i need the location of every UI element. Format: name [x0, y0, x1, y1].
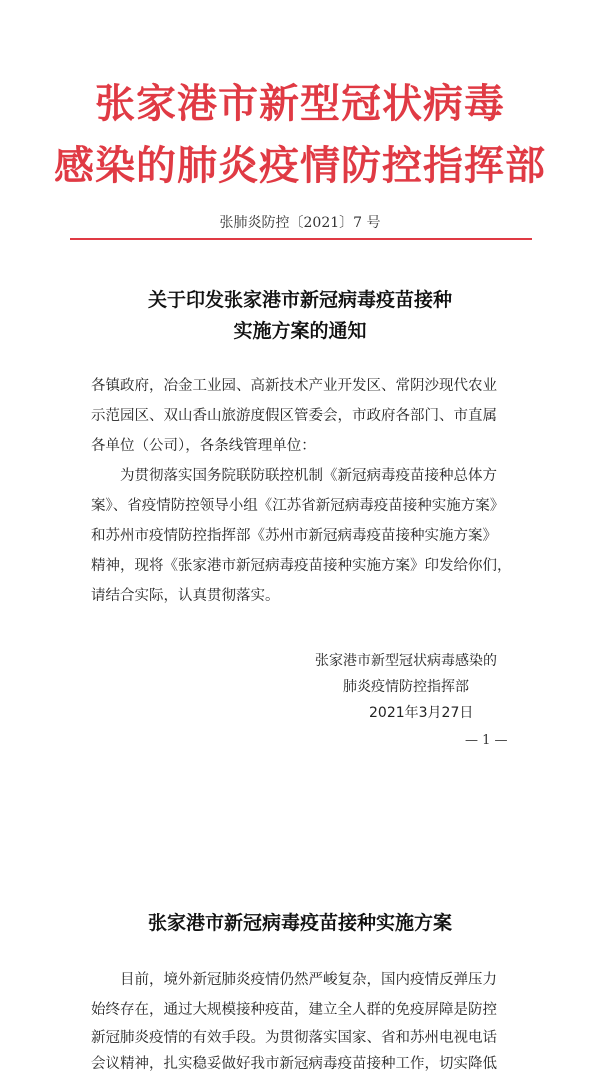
plan-title: 张家港市新冠病毒疫苗接种实施方案	[147, 912, 452, 934]
notice-title-line2: 实施方案的通知	[233, 320, 367, 342]
notice-body-line: 为贯彻落实国务院联防联控机制《新冠病毒疫苗接种总体方	[91, 468, 497, 484]
header-title-line2: 感染的肺炎疫情防控指挥部	[54, 142, 546, 189]
plan-body-line: 目前，境外新冠肺炎疫情仍然严峻复杂，国内疫情反弹压力	[91, 972, 497, 988]
page-number: — 1 —	[465, 733, 508, 748]
signature-org-line1: 张家港市新型冠状病毒感染的	[315, 653, 497, 669]
signature-org-line2: 肺炎疫情防控指挥部	[343, 679, 469, 695]
signature-date: 2021年3月27日	[369, 705, 474, 721]
notice-title-line1: 关于印发张家港市新冠病毒疫苗接种	[147, 289, 452, 311]
plan-body-line: 始终存在，通过大规模接种疫苗，建立全人群的免疫屏障是防控	[91, 1002, 497, 1018]
notice-body-line: 精神，现将《张家港市新冠病毒疫苗接种实施方案》印发给你们，	[91, 558, 512, 574]
plan-body-line: 会议精神，扎实稳妥做好我市新冠病毒疫苗接种工作，切实降低	[91, 1056, 497, 1072]
document-number: 张肺炎防控〔2021〕7 号	[219, 215, 381, 231]
plan-body-line: 新冠肺炎疫情的有效手段。为贯彻落实国家、省和苏州电视电话	[91, 1030, 497, 1046]
notice-body-line: 请结合实际，认真贯彻落实。	[91, 588, 280, 604]
notice-body-line: 示范园区、双山香山旅游度假区管委会，市政府各部门、市直属	[91, 408, 497, 424]
notice-body-line: 案》、省疫情防控领导小组《江苏省新冠病毒疫苗接种实施方案》	[91, 498, 505, 514]
notice-body-line: 各单位（公司），各条线管理单位：	[91, 438, 316, 454]
header-title-line1: 张家港市新型冠状病毒	[95, 80, 505, 127]
notice-body-line: 和苏州市疫情防控指挥部《苏州市新冠病毒疫苗接种实施方案》	[91, 528, 497, 544]
red-divider	[70, 238, 532, 240]
notice-body-line: 各镇政府，冶金工业园、高新技术产业开发区、常阴沙现代农业	[91, 378, 497, 394]
